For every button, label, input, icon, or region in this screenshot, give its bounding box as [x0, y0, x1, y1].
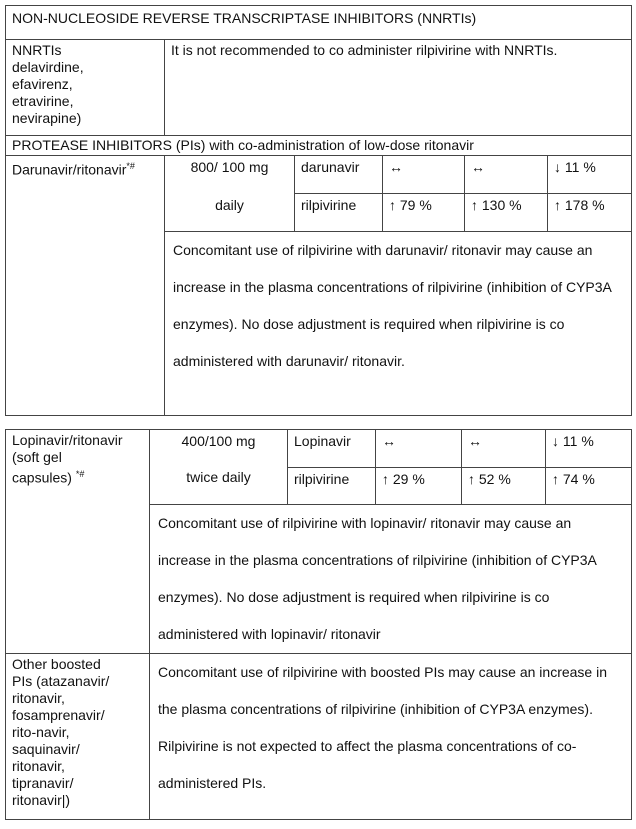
other-pi-note-cell — [150, 654, 632, 820]
drug-line: PIs (atazanavir/ — [12, 673, 110, 689]
value: ↔ — [382, 433, 396, 449]
drug-line: ritonavir, — [12, 758, 65, 774]
lopinavir-drug-cell — [6, 430, 150, 654]
darunavir-drug-cell — [6, 156, 165, 416]
drug-line: efavirenz, — [12, 76, 73, 92]
value: ↔ — [468, 433, 482, 449]
drug-line: Lopinavir/ritonavir — [12, 432, 123, 448]
interaction-table-lower — [5, 429, 632, 820]
nnrti-section-header — [6, 6, 632, 40]
drug-line: NNRTIs — [12, 42, 62, 58]
drug-line: fosamprenavir/ — [12, 707, 105, 723]
value-cell — [462, 468, 546, 505]
dose-line: 800/ 100 mg — [190, 159, 269, 175]
other-pi-drug-cell — [6, 654, 150, 820]
value-cell — [383, 194, 465, 232]
value-cell — [548, 194, 632, 232]
agent-cell — [295, 156, 383, 194]
value: ↑ 79 % — [389, 197, 432, 213]
agent-cell — [295, 194, 383, 232]
agent-name: darunavir — [301, 159, 360, 175]
agent-cell — [288, 430, 376, 468]
value-cell — [546, 468, 632, 505]
darunavir-dose-cell — [165, 156, 295, 232]
agent-name: Lopinavir — [294, 433, 351, 449]
agent-name: rilpivirine — [294, 471, 350, 487]
drug-line: Other boosted — [12, 656, 101, 672]
value-cell — [462, 430, 546, 468]
drug-name: Darunavir/ritonavir — [12, 161, 127, 178]
value-cell — [376, 430, 462, 468]
pi-section-header — [6, 136, 632, 156]
drug-line: tipranavir/ — [12, 775, 74, 791]
lopinavir-note-cell — [150, 505, 632, 654]
agent-name: rilpivirine — [301, 197, 357, 213]
drug-line: ritonavir|) — [12, 792, 71, 808]
drug-line: ritonavir, — [12, 690, 65, 706]
agent-cell — [288, 468, 376, 505]
other-pi-note: Concomitant use of rilpivirine with boosted PIs may cause an increase in the plasma concentrations of rilpivirine (inhibition of CYP3A enzymes). Rilpivirine is not expected to affect the plasma concentrations of co-administered PIs. — [158, 664, 607, 791]
value-cell — [465, 156, 548, 194]
value: ↑ 29 % — [382, 471, 425, 487]
drug-line: (soft gel — [12, 449, 62, 465]
value: ↑ 178 % — [554, 197, 605, 213]
drug-line: nevirapine) — [12, 110, 82, 126]
value: ↓ 11 % — [554, 159, 596, 175]
nnrti-section-title: NON-NUCLEOSIDE REVERSE TRANSCRIPTASE INHIBITORS (NNRTIs) — [12, 10, 477, 26]
lopinavir-note: Concomitant use of rilpivirine with lopinavir/ ritonavir may cause an increase in the plasma concentrations of rilpivirine (inhibition of CYP3A enzymes). No dose adjustment is required when rilpivirine is co administered with lopinavir/ ritonavir — [158, 515, 597, 642]
footnote-mark: *# — [126, 161, 135, 171]
value: ↓ 11 % — [552, 433, 594, 449]
value-cell — [383, 156, 465, 194]
drug-line: rito-navir, — [12, 724, 70, 740]
value: ↔ — [471, 159, 485, 175]
value: ↑ 130 % — [471, 197, 522, 213]
drug-line: capsules) — [12, 469, 72, 486]
nnrti-note-cell — [165, 40, 632, 136]
value-cell — [465, 194, 548, 232]
drug-line: etravirine, — [12, 93, 74, 109]
dose-line: twice daily — [186, 469, 251, 485]
value-cell — [546, 430, 632, 468]
value: ↔ — [389, 159, 403, 175]
value-cell — [548, 156, 632, 194]
dose-line: 400/100 mg — [181, 433, 256, 449]
drug-line: saquinavir/ — [12, 741, 80, 757]
interaction-table-upper — [5, 5, 632, 416]
darunavir-note-cell — [165, 232, 632, 416]
drug-line: delavirdine, — [12, 59, 84, 75]
nnrti-drug-cell — [6, 40, 165, 136]
pi-section-title: PROTEASE INHIBITORS (PIs) with co-administration of low-dose ritonavir — [12, 137, 474, 153]
value: ↑ 52 % — [468, 471, 511, 487]
dose-line: daily — [215, 197, 244, 213]
darunavir-note: Concomitant use of rilpivirine with darunavir/ ritonavir may cause an increase in the plasma concentrations of rilpivirine (inhibition of CYP3A enzymes). No dose adjustment is required when rilpivirine is co administered with darunavir/ ritonavir. — [173, 242, 612, 369]
nnrti-note: It is not recommended to co administer rilpivirine with NNRTIs. — [171, 42, 558, 58]
value: ↑ 74 % — [552, 471, 595, 487]
value-cell — [376, 468, 462, 505]
footnote-mark: *# — [75, 469, 85, 479]
lopinavir-dose-cell — [150, 430, 288, 505]
